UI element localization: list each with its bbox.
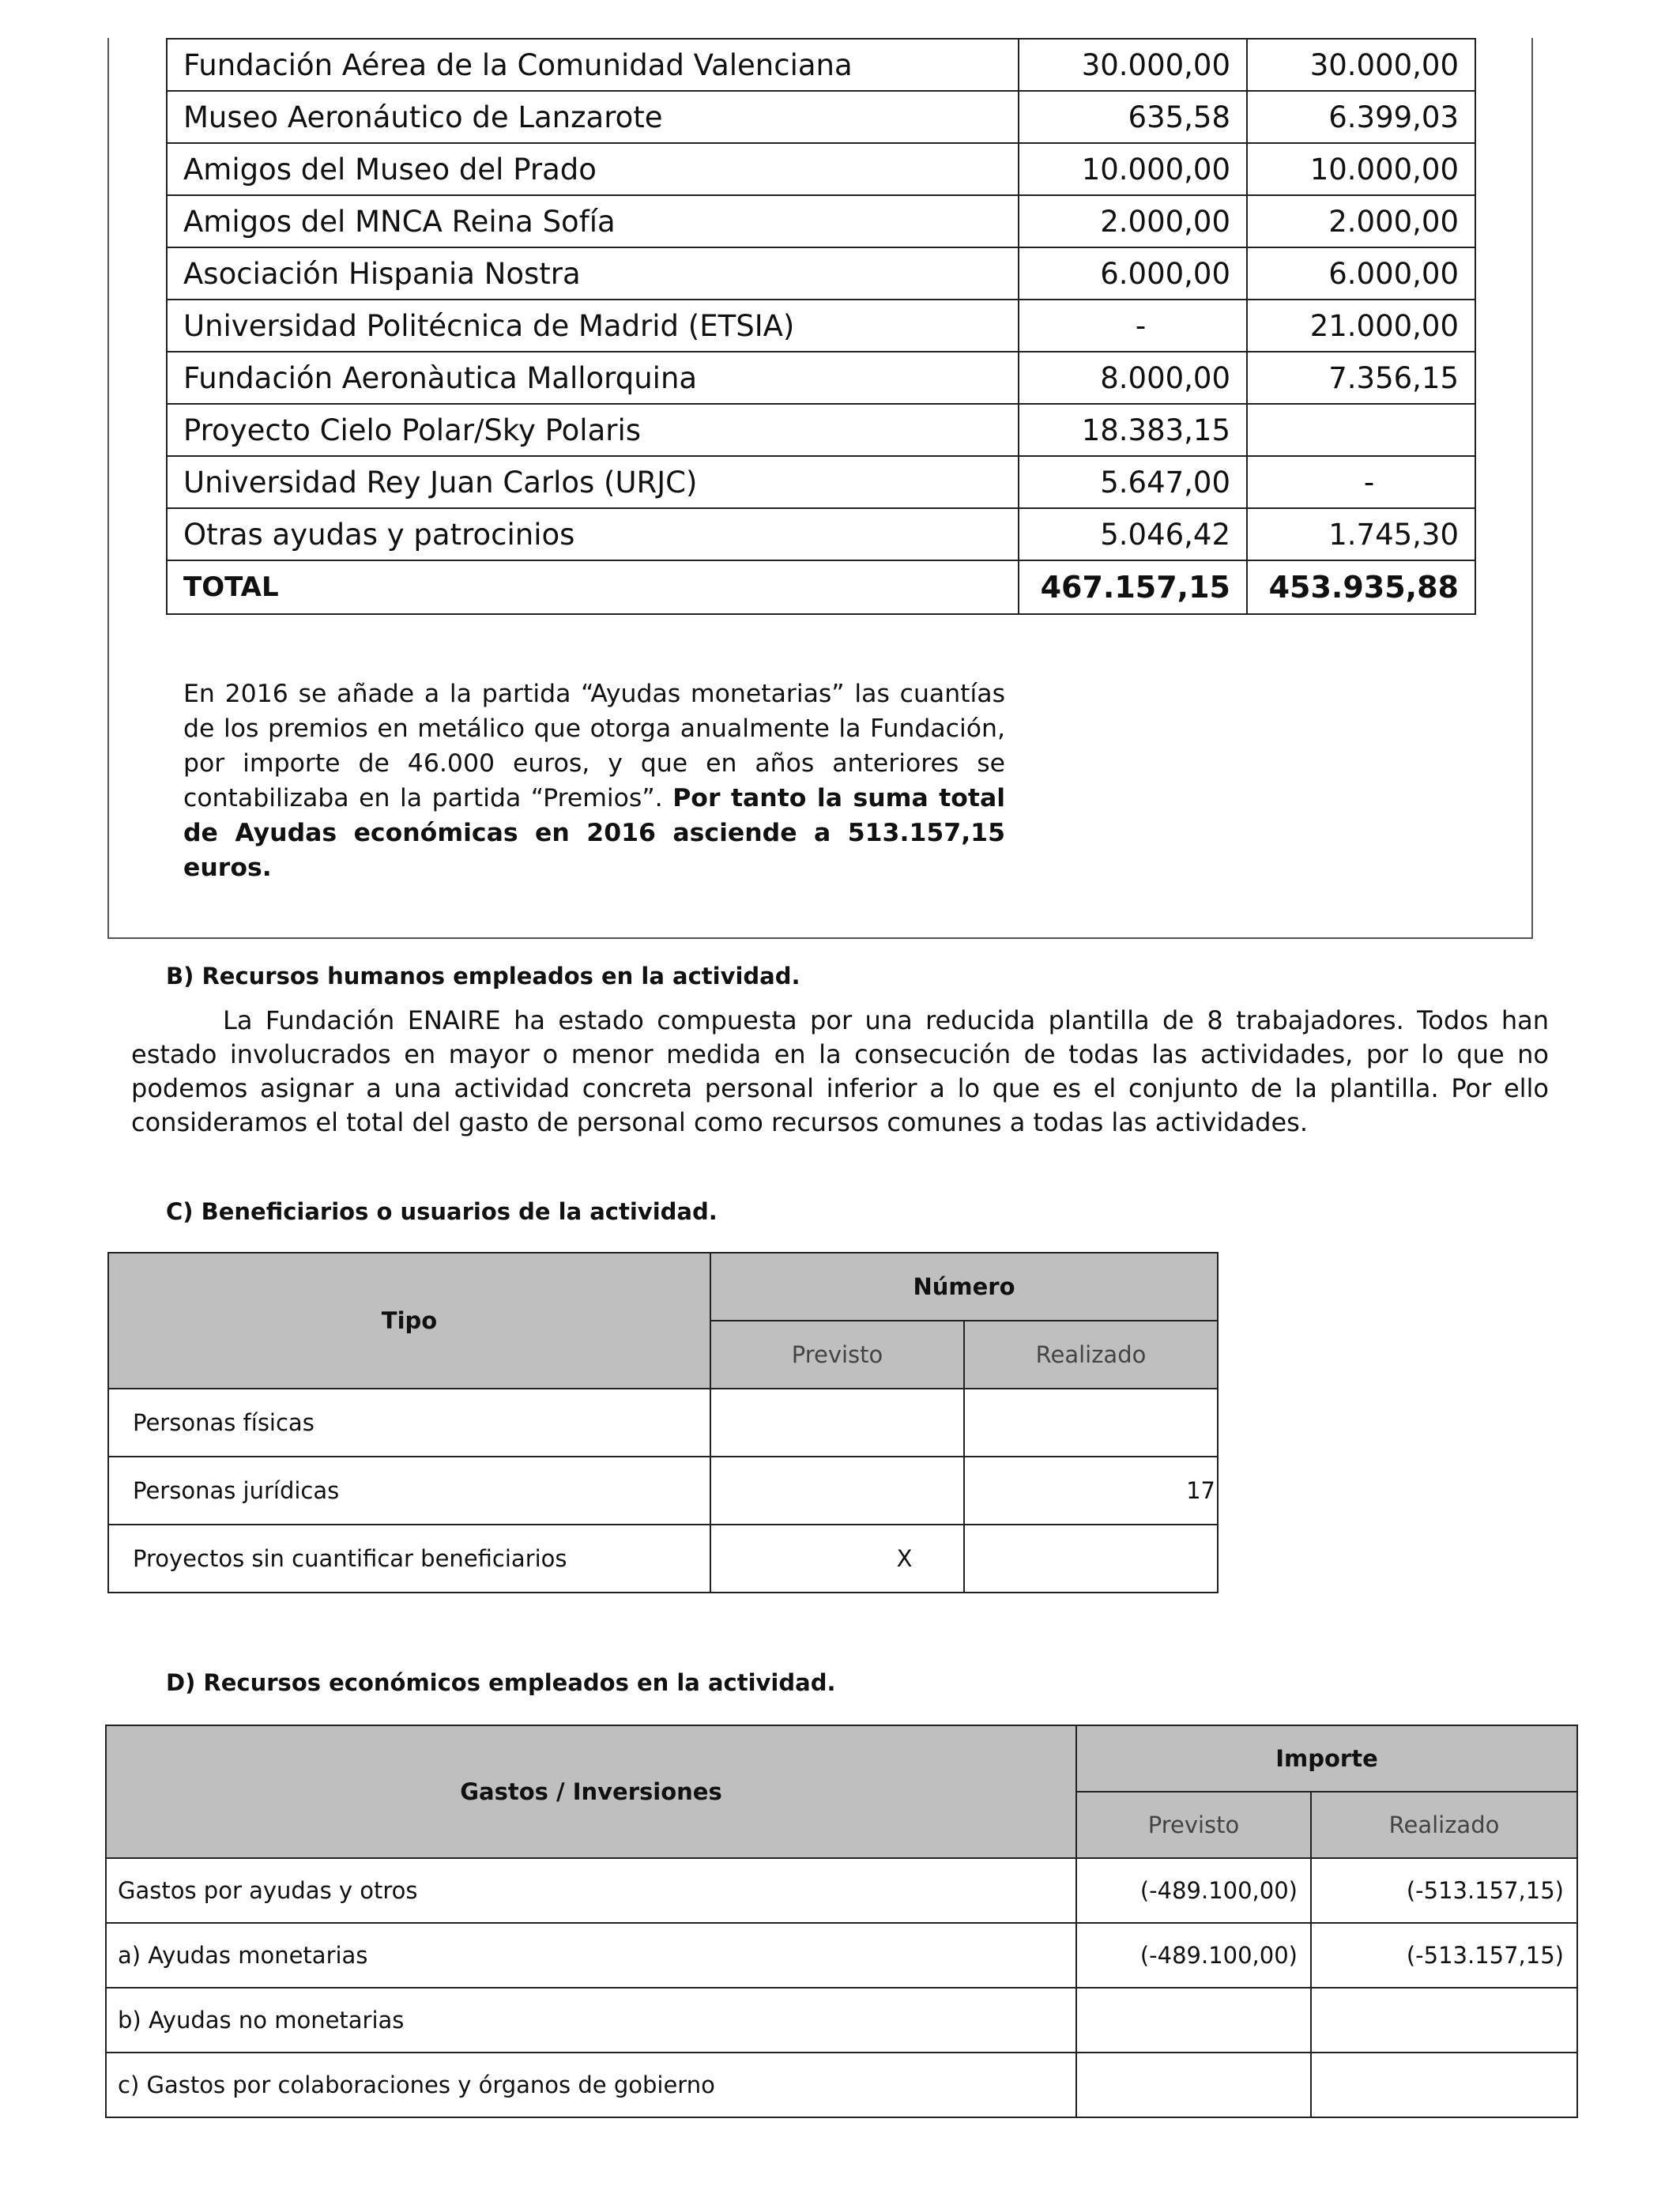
amount-cell: 2.000,00	[1019, 195, 1247, 247]
amount-cell	[1247, 404, 1475, 456]
table-row	[167, 247, 1475, 300]
col-header-realizado: Realizado	[964, 1321, 1218, 1389]
aid-table	[166, 38, 1476, 615]
table-row	[108, 1389, 1218, 1457]
previsto-cell: (-489.100,00)	[1076, 1858, 1311, 1923]
realizado-cell: (-513.157,15)	[1311, 1923, 1577, 1988]
table-row	[106, 1988, 1577, 2053]
amount-cell: -	[1019, 300, 1247, 352]
beneficiary-type: Proyectos sin cuantificar beneficiarios	[108, 1525, 710, 1593]
table-row	[167, 404, 1475, 456]
amount-cell: 18.383,15	[1019, 404, 1247, 456]
amount-cell: 30.000,00	[1019, 39, 1247, 91]
previsto-cell: (-489.100,00)	[1076, 1923, 1311, 1988]
table-row	[106, 1858, 1577, 1923]
entity-name: Museo Aeronáutico de Lanzarote	[167, 91, 1019, 143]
entity-name: Otras ayudas y patrocinios	[167, 508, 1019, 560]
amount-cell: 7.356,15	[1247, 352, 1475, 404]
previsto-cell	[710, 1457, 964, 1525]
entity-name: Universidad Politécnica de Madrid (ETSIA)	[167, 300, 1019, 352]
amount-cell: 635,58	[1019, 91, 1247, 143]
table-row	[106, 2053, 1577, 2117]
table-row	[108, 1525, 1218, 1593]
amount-cell: 5.647,00	[1019, 456, 1247, 508]
aid-note-text: En 2016 se añade a la partida “Ayudas monetarias” las cuantías de los premios en metálico que otorga anualmente la Fundación, por importe de 46.000 euros, y que en años anteriores se contabilizaba en la partida “Premios”.	[183, 680, 1005, 812]
economic-resources-table	[105, 1725, 1578, 2118]
previsto-cell	[1076, 1988, 1311, 2053]
entity-name: Fundación Aeronàutica Mallorquina	[167, 352, 1019, 404]
amount-cell: 30.000,00	[1247, 39, 1475, 91]
expense-label: Gastos por ayudas y otros	[106, 1858, 1076, 1923]
table-row	[167, 39, 1475, 91]
col-header-previsto: Previsto	[1076, 1792, 1311, 1858]
section-d-heading: D) Recursos económicos empleados en la actividad.	[166, 1669, 836, 1696]
total-amount: 467.157,15	[1019, 560, 1247, 614]
amount-cell: 6.399,03	[1247, 91, 1475, 143]
amount-cell: 10.000,00	[1247, 143, 1475, 195]
col-header-gastos: Gastos / Inversiones	[106, 1725, 1076, 1858]
expense-label: b) Ayudas no monetarias	[106, 1988, 1076, 2053]
amount-cell: 8.000,00	[1019, 352, 1247, 404]
beneficiary-type: Personas jurídicas	[108, 1457, 710, 1525]
amount-cell: 6.000,00	[1019, 247, 1247, 300]
previsto-cell	[1076, 2053, 1311, 2117]
previsto-cell: X	[710, 1525, 964, 1593]
entity-name: Amigos del MNCA Reina Sofía	[167, 195, 1019, 247]
col-header-numero: Número	[710, 1253, 1218, 1321]
amount-cell: 1.745,30	[1247, 508, 1475, 560]
section-b-paragraph: La Fundación ENAIRE ha estado compuesta por una reducida plantilla de 8 trabajadores. Todos han estado involucrados en mayor o menor medida en la consecución de todas las actividades, por lo que no podemos asignar a una actividad concreta personal inferior a lo que es el conjunto de la plantilla. Por ello consideramos el total del gasto de personal como recursos comunes a todas las actividades.	[131, 1005, 1549, 1137]
table-row	[167, 195, 1475, 247]
amount-cell: 6.000,00	[1247, 247, 1475, 300]
table-row	[167, 352, 1475, 404]
col-header-previsto: Previsto	[710, 1321, 964, 1389]
realizado-cell: (-513.157,15)	[1311, 1858, 1577, 1923]
realizado-cell	[964, 1525, 1218, 1593]
amount-cell: 5.046,42	[1019, 508, 1247, 560]
amount-cell: 21.000,00	[1247, 300, 1475, 352]
previsto-cell	[710, 1389, 964, 1457]
entity-name: Proyecto Cielo Polar/Sky Polaris	[167, 404, 1019, 456]
amount-cell: 10.000,00	[1019, 143, 1247, 195]
total-row	[167, 560, 1475, 614]
section-b-heading: B) Recursos humanos empleados en la actividad.	[166, 963, 800, 990]
realizado-cell	[1311, 2053, 1577, 2117]
table-row	[167, 143, 1475, 195]
aid-note-bold: Por tanto la suma total de Ayudas económicas en 2016 asciende a 513.157,15 euros.	[183, 784, 1006, 882]
table-row	[106, 1923, 1577, 1988]
entity-name: Amigos del Museo del Prado	[167, 143, 1019, 195]
entity-name: Asociación Hispania Nostra	[167, 247, 1019, 300]
beneficiary-type: Personas físicas	[108, 1389, 710, 1457]
table-header-row	[106, 1725, 1577, 1792]
col-header-tipo: Tipo	[108, 1253, 710, 1389]
table-header-row	[108, 1253, 1218, 1321]
table-row	[108, 1457, 1218, 1525]
expense-label: c) Gastos por colaboraciones y órganos de gobierno	[106, 2053, 1076, 2117]
aid-summary-box	[107, 38, 1533, 939]
col-header-importe: Importe	[1076, 1725, 1577, 1792]
entity-name: Fundación Aérea de la Comunidad Valenciana	[167, 39, 1019, 91]
total-amount: 453.935,88	[1247, 560, 1475, 614]
table-row	[167, 91, 1475, 143]
col-header-realizado: Realizado	[1311, 1792, 1577, 1858]
table-row	[167, 456, 1475, 508]
realizado-cell	[1311, 1988, 1577, 2053]
table-row	[167, 508, 1475, 560]
entity-name: Universidad Rey Juan Carlos (URJC)	[167, 456, 1019, 508]
aid-note	[183, 677, 1005, 885]
section-c-heading: C) Beneficiarios o usuarios de la actividad.	[166, 1198, 718, 1225]
realizado-cell: 17	[964, 1457, 1218, 1525]
realizado-cell	[964, 1389, 1218, 1457]
amount-cell: 2.000,00	[1247, 195, 1475, 247]
expense-label: a) Ayudas monetarias	[106, 1923, 1076, 1988]
beneficiaries-table	[107, 1252, 1219, 1593]
total-label: TOTAL	[167, 560, 1019, 614]
amount-cell: -	[1247, 456, 1475, 508]
table-row	[167, 300, 1475, 352]
